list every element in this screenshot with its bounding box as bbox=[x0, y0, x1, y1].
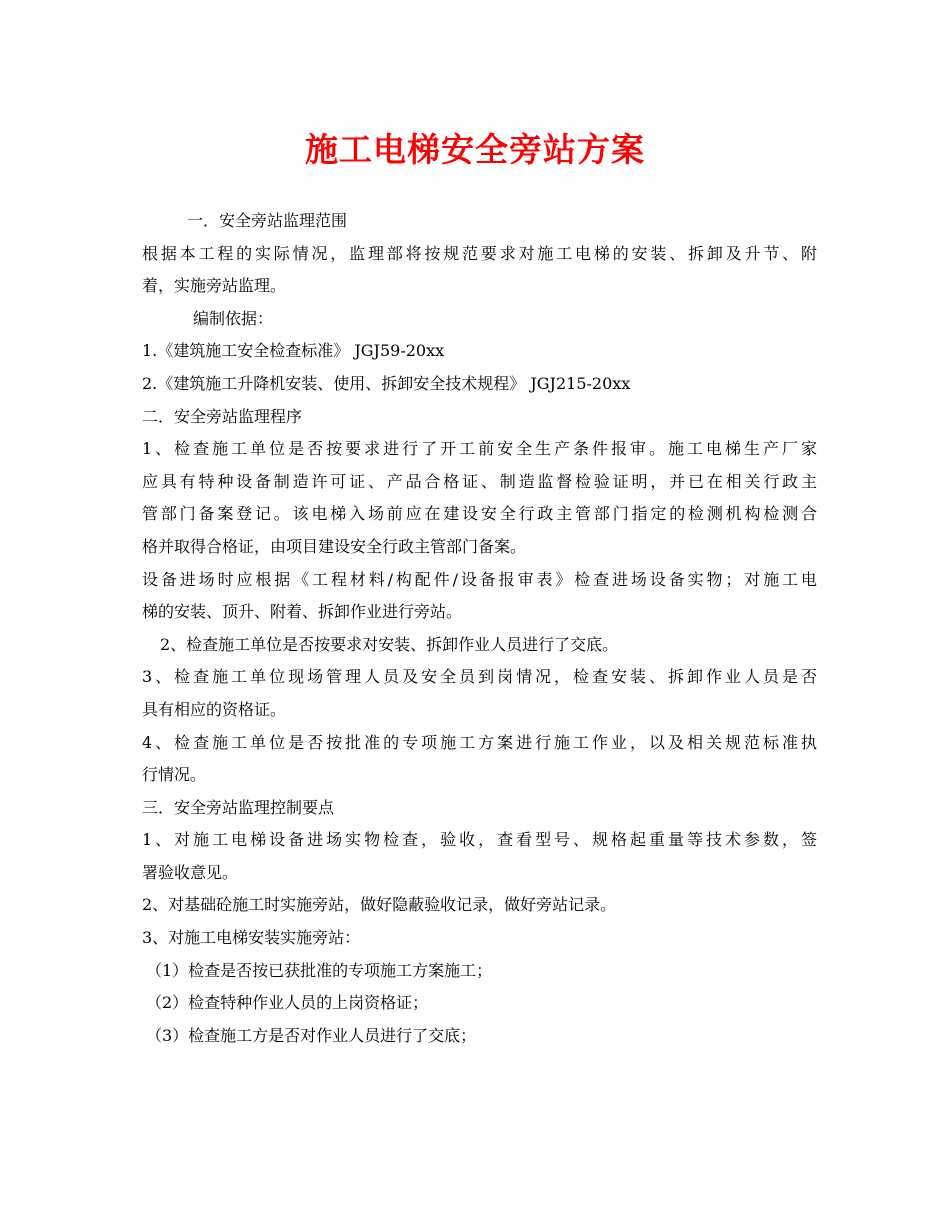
paragraph-line: 1、对施工电梯设备进场实物检查，验收，查看型号、规格起重量等技术参数，签 bbox=[142, 830, 817, 850]
paragraph-line: 3、对施工电梯安装实施旁站： bbox=[142, 928, 361, 948]
paragraph-line: 应具有特种设备制造许可证、产品合格证、制造监督检验证明，并已在相关行政主 bbox=[142, 471, 817, 491]
paragraph-line: 3、检查施工单位现场管理人员及安全员到岗情况，检查安装、拆卸作业人员是否 bbox=[142, 667, 817, 687]
paragraph-line: 行情况。 bbox=[142, 765, 207, 785]
paragraph-line: 2、对基础砼施工时实施旁站，做好隐蔽验收记录，做好旁站记录。 bbox=[142, 895, 617, 915]
section-heading-2: 二．安全旁站监理程序 bbox=[142, 406, 303, 426]
basis-item: 2.《建筑施工升降机安装、使用、拆卸安全技术规程》 JGJ215-20xx bbox=[142, 373, 631, 393]
section-heading-1: 一．安全旁站监理范围 bbox=[187, 211, 348, 230]
section-heading-3: 三．安全旁站监理控制要点 bbox=[142, 797, 335, 817]
paragraph-line: 具有相应的资格证。 bbox=[142, 699, 287, 719]
list-item: （3）检查施工方是否对作业人员进行了交底； bbox=[146, 1025, 477, 1045]
paragraph-line: 设备进场时应根据《工程材料/构配件/设备报审表》检查进场设备实物；对施工电 bbox=[142, 569, 817, 589]
paragraph-line: 4、检查施工单位是否按批准的专项施工方案进行施工作业，以及相关规范标准执 bbox=[142, 732, 817, 752]
paragraph-line: 2、检查施工单位是否按要求对安装、拆卸作业人员进行了交底。 bbox=[160, 634, 619, 654]
list-item: （1）检查是否按已获批准的专项施工方案施工； bbox=[146, 960, 493, 980]
document-title: 施工电梯安全旁站方案 bbox=[305, 130, 645, 169]
document-body bbox=[142, 205, 817, 1052]
basis-heading: 编制依据： bbox=[193, 308, 274, 328]
basis-item: 1.《建筑施工安全检查标准》 JGJ59-20xx bbox=[142, 341, 445, 361]
paragraph-line: 署验收意见。 bbox=[142, 862, 239, 882]
paragraph-line: 1、检查施工单位是否按要求进行了开工前安全生产条件报审。施工电梯生产厂家 bbox=[142, 439, 817, 459]
paragraph-line: 管部门备案登记。该电梯入场前应在建设安全行政主管部门指定的检测机构检测合 bbox=[142, 504, 817, 524]
paragraph-line: 根据本工程的实际情况，监理部将按规范要求对施工电梯的安装、拆卸及升节、附 bbox=[142, 243, 817, 263]
list-item: （2）检查特种作业人员的上岗资格证； bbox=[146, 993, 429, 1013]
paragraph-line: 格并取得合格证，由项目建设安全行政主管部门备案。 bbox=[142, 536, 527, 556]
paragraph-line: 着，实施旁站监理。 bbox=[142, 276, 287, 296]
paragraph-line: 梯的安装、顶升、附着、拆卸作业进行旁站。 bbox=[142, 602, 463, 622]
